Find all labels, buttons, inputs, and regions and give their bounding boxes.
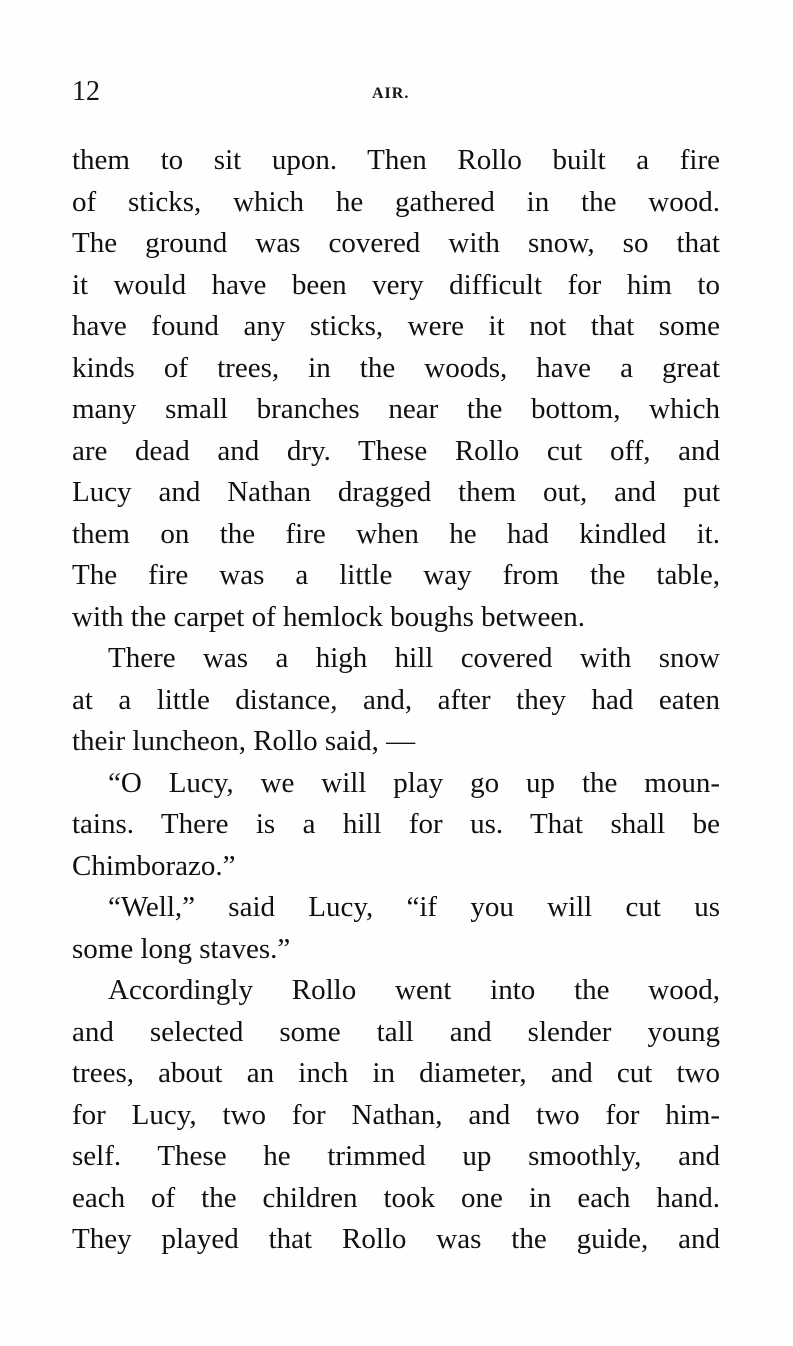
text-line: them on the fire when he had kindled it. (72, 517, 720, 550)
text-line: have found any sticks, were it not that some (72, 310, 720, 342)
text-line: trees, about an inch in diameter, and cut two (72, 1057, 720, 1089)
text-line: The fire was a little way from the table, (72, 559, 720, 591)
text-line: each of the children took one in each hand. (72, 1181, 720, 1214)
page-number: 12 (72, 76, 100, 107)
text-line: it would have been very difficult for him to (72, 268, 720, 301)
text-line: them to sit upon. Then Rollo built a fire (72, 144, 720, 176)
running-head: AIR. (372, 85, 410, 102)
text-line: with the carpet of hemlock boughs between. (72, 600, 585, 633)
text-line: There was a high hill covered with snow (108, 642, 720, 674)
text-line: Lucy and Nathan dragged them out, and put (72, 476, 720, 508)
text-line: many small branches near the bottom, which (72, 393, 720, 425)
text-line: of sticks, which he gathered in the wood. (72, 185, 720, 218)
body-text (72, 140, 720, 1261)
text-line: kinds of trees, in the woods, have a great (72, 351, 720, 384)
text-line: are dead and dry. These Rollo cut off, and (72, 434, 720, 467)
text-line: self. These he trimmed up smoothly, and (72, 1140, 720, 1172)
text-line: and selected some tall and slender young (72, 1015, 720, 1048)
text-line: for Lucy, two for Nathan, and two for him- (72, 1098, 720, 1131)
text-line: at a little distance, and, after they had eaten (72, 683, 720, 716)
text-line: “Well,” said Lucy, “if you will cut us (108, 891, 720, 923)
text-line: some long staves.” (72, 932, 291, 965)
text-line: tains. There is a hill for us. That shall be (72, 808, 720, 840)
text-line: “O Lucy, we will play go up the moun- (108, 766, 720, 799)
text-line: They played that Rollo was the guide, and (72, 1223, 720, 1255)
text-line: their luncheon, Rollo said, — (72, 725, 416, 757)
text-line: The ground was covered with snow, so that (72, 227, 720, 259)
page-header (72, 74, 720, 114)
text-line: Accordingly Rollo went into the wood, (108, 974, 720, 1006)
text-line: Chimborazo.” (72, 849, 236, 882)
